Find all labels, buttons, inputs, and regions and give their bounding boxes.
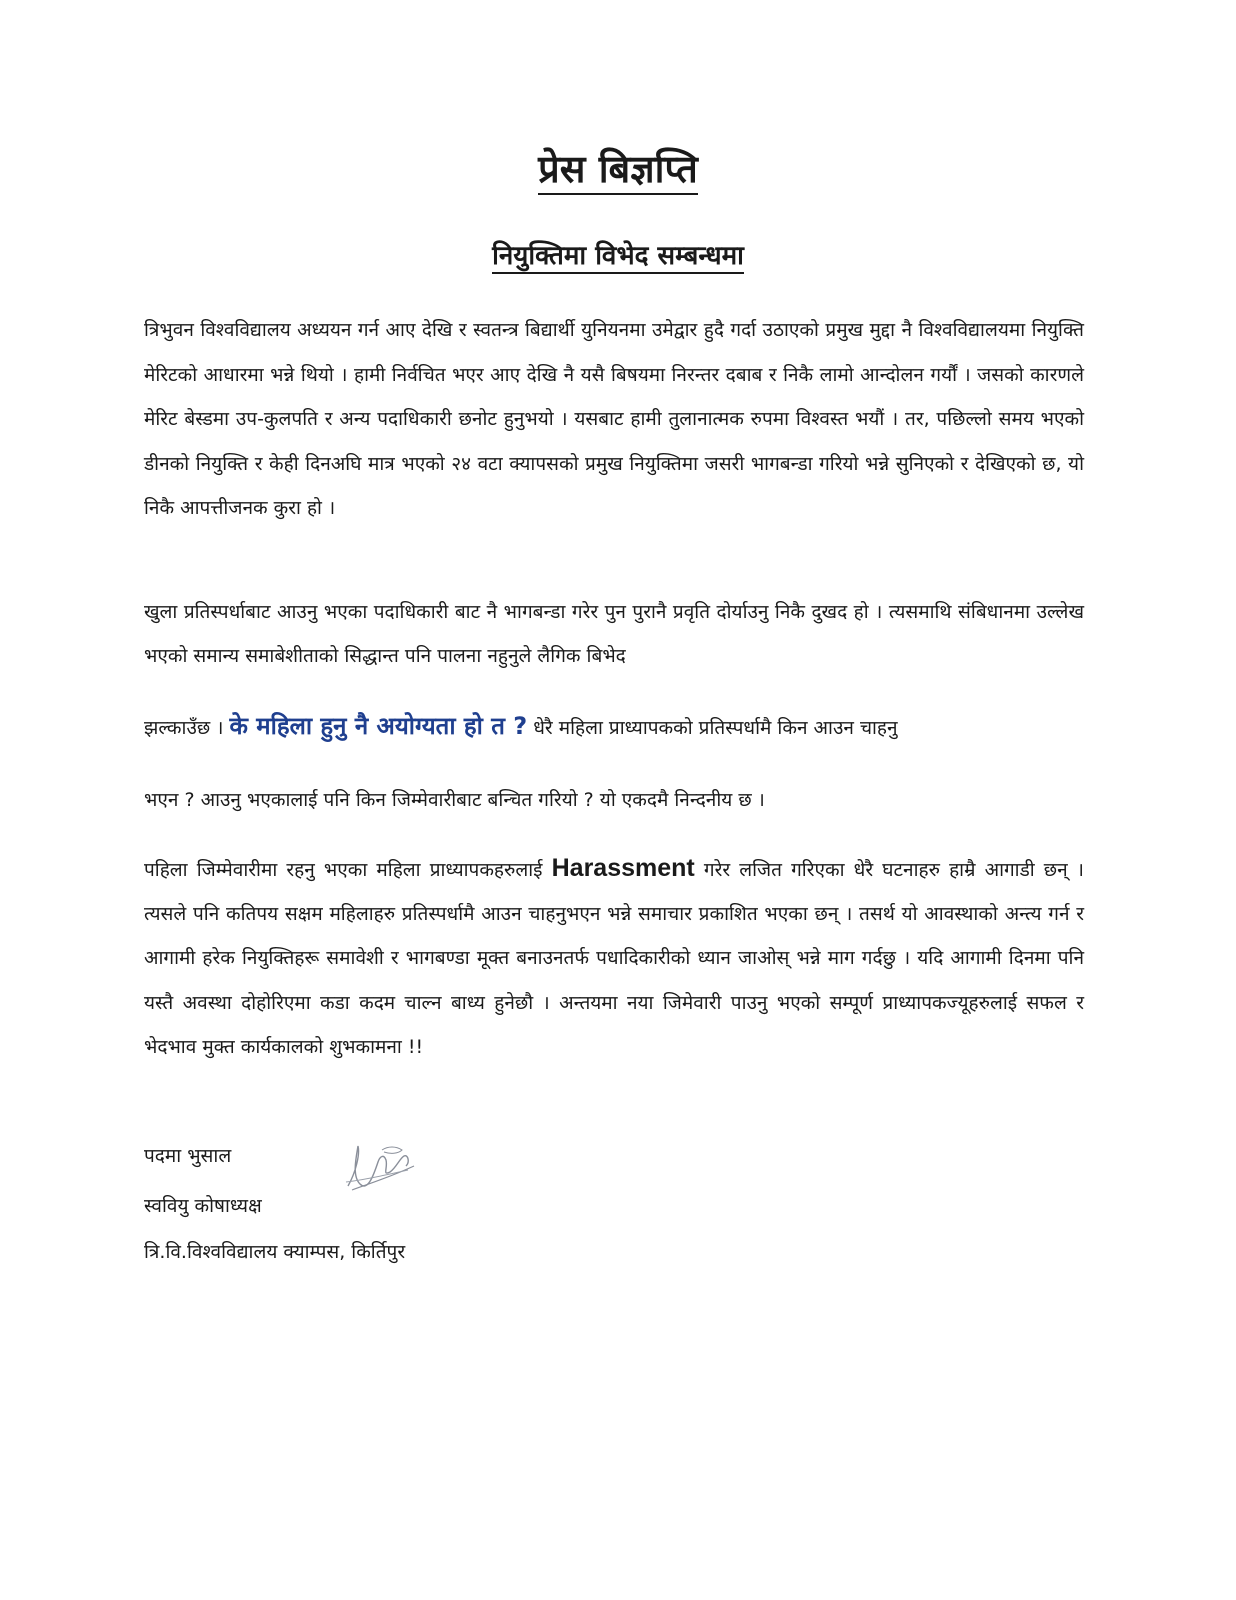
page-title (0, 142, 1236, 196)
paragraph-1: त्रिभुवन विश्वविद्यालय अध्ययन गर्न आए देखि र स्वतन्त्र बिद्यार्थी युनियनमा उमेद्वार हुदै गर्दा उठाएको प्रमुख मुद्दा नै विश्वविद्यालयमा नियुक्ति मेरिटको आधारमा भन्ने थियो । हामी निर्वचित भएर आए देखि नै यसै बिषयमा निरन्तर दबाब र निकै लामो आन्दोलन गर्यौं । जसको कारणले मेरिट बेस्डमा उप-कुलपति र अन्य पदाधिकारी छनोट हुनुभयो । यसबाट हामी तुलानात्मक रुपमा विश्वस्त भयौं । तर, पछिल्लो समय भएको डीनको नियुक्ति र केही दिनअघि मात्र भएको २४ वटा क्यापसको प्रमुख नियुक्तिमा जसरी भागबन्डा गरियो भन्ने सुनिएको र देखिएको छ, यो निकै आपत्तीजनक कुरा हो । (144, 319, 1084, 519)
paragraph-4-line: भएन ? आउनु भएकालाई पनि किन जिम्मेवारीबाट बन्चित गरियो ? यो एकदमै निन्दनीय छ । (144, 789, 765, 811)
paragraph-5 (144, 846, 1084, 1069)
signoff-name: पदमा भुसाल (144, 1145, 232, 1167)
page-subtitle (0, 236, 1236, 276)
paragraph5-start: पहिला जिम्मेवारीमा रहनु भएका महिला प्राध्यापकहरुलाई (144, 859, 552, 881)
signoff-position: स्ववियु कोषाध्यक्ष (144, 1195, 262, 1217)
line3-end: धेरै महिला प्राध्यापकको प्रतिस्पर्धामै किन आउन चाहनु (527, 717, 898, 739)
paragraph-3-line (144, 700, 1084, 754)
signoff-organization: त्रि.वि.विश्वविद्यालय क्याम्पस, किर्तिपुर (144, 1241, 406, 1263)
line3-start: झल्काउँछ । (144, 717, 230, 739)
highlighted-question: के महिला हुनु नै अयोग्यता हो त ? (229, 712, 528, 740)
subtitle-text: नियुक्तिमा विभेद सम्बन्धमा (492, 241, 744, 274)
paragraph5-end: गरेर लजित गरिएका धेरै घटनाहरु हाम्रै आगाडी छन् । त्यसले पनि कतिपय सक्षम महिलाहरु प्रतिस्पर्धामै आउन चाहनुभएन भन्ने समाचार प्रकाशित भएका छन् । तसर्थ यो आवस्थाको अन्त्य गर्न र आगामी हरेक नियुक्तिहरू समावेशी र भागबण्डा मूक्त बनाउनतर्फ पधादिकारीको ध्यान जाओस् भन्ने माग गर्दछु । यदि आगामी दिनमा पनि यस्तै अवस्था दोहोरिएमा कडा कदम चाल्न बाध्य हुनेछौ । अन्तयमा नया जिमेवारी पाउनु भएको सम्पूर्ण प्राध्यापकज्यूहरुलाई सफल र भेदभाव मुक्त कार्यकालको शुभकामना !! (144, 859, 1084, 1058)
title-text: प्रेस बिज्ञप्ति (538, 147, 698, 195)
paragraph-2: खुला प्रतिस्पर्धाबाट आउनु भएका पदाधिकारी बाट नै भागबन्डा गरेर पुन पुरानै प्रवृति दोर्याउनु निकै दुखद हो । त्यसमाथि संबिधानमा उल्लेख भएको समान्य समाबेशीताको सिद्धान्त पनि पालना नहुनुले लैगिक बिभेद (144, 601, 1084, 667)
handwritten-signature (338, 1136, 420, 1198)
english-term: Harassment (551, 854, 695, 882)
